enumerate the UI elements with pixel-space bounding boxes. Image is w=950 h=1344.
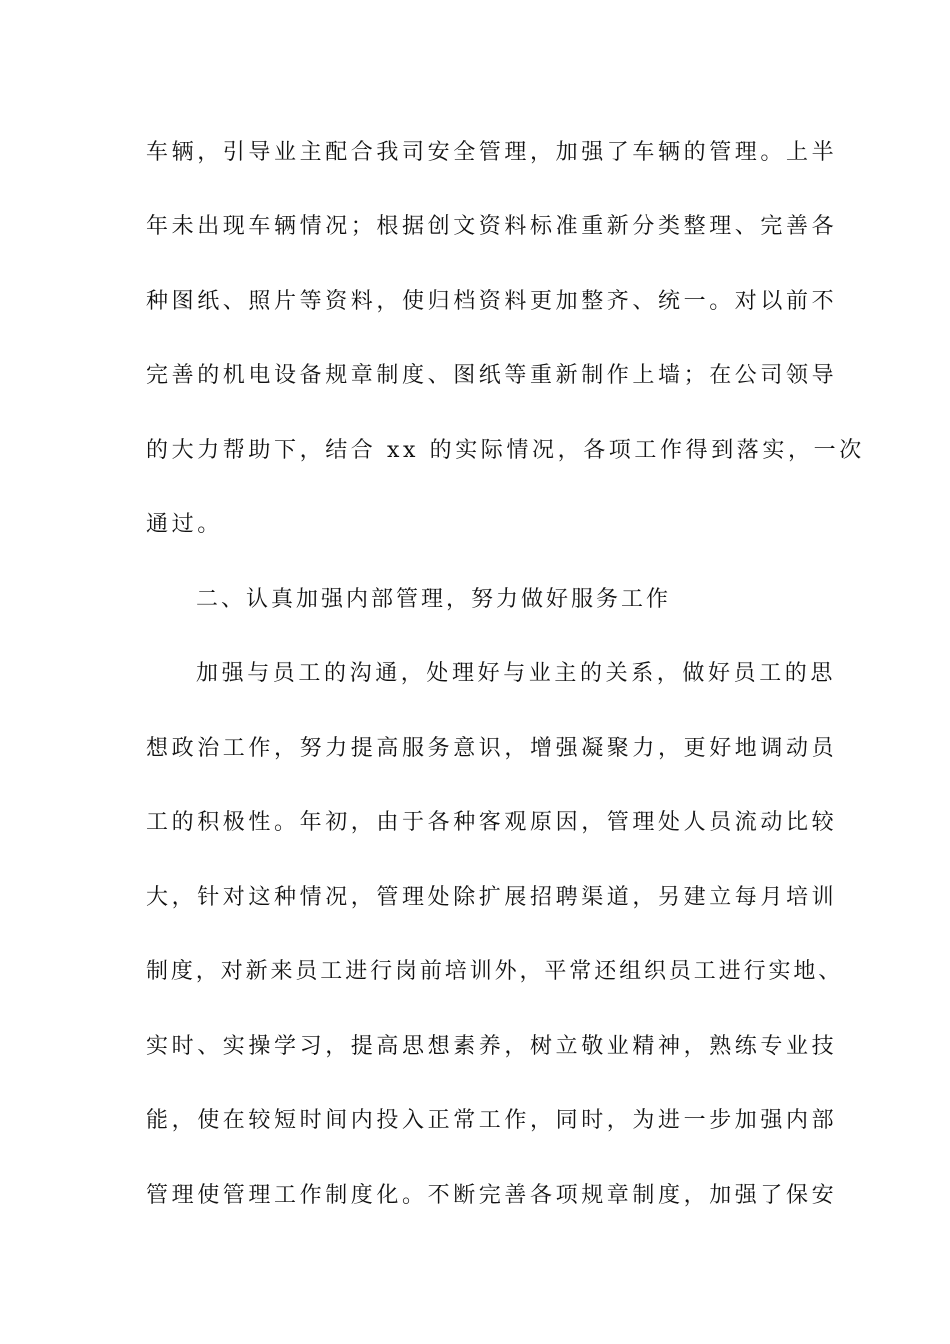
paragraph-line-12: 制度，对新来员工进行岗前培训外，平常还组织员工进行实地、 — [146, 959, 844, 984]
paragraph-line-8: 加强与员工的沟通，处理好与业主的关系，做好员工的思 — [196, 661, 837, 686]
section-heading: 二、认真加强内部管理，努力做好服务工作 — [196, 587, 672, 612]
paragraph-line-9: 想政治工作，努力提高服务意识，增强凝聚力，更好地调动员 — [146, 736, 838, 761]
paragraph-line-3: 种图纸、照片等资料，使归档资料更加整齐、统一。对以前不 — [146, 289, 838, 314]
paragraph-line-5: 的大力帮助下，结合 xx 的实际情况，各项工作得到落实，一次 — [146, 438, 865, 463]
paragraph-line-1: 车辆，引导业主配合我司安全管理，加强了车辆的管理。上半 — [146, 140, 838, 165]
paragraph-line-11: 大，针对这种情况，管理处除扩展招聘渠道，另建立每月培训 — [146, 885, 838, 910]
paragraph-line-13: 实时、实操学习，提高思想素养，树立敬业精神，熟练专业技 — [146, 1034, 838, 1059]
paragraph-line-4: 完善的机电设备规章制度、图纸等重新制作上墙；在公司领导 — [146, 363, 838, 388]
paragraph-line-10: 工的积极性。年初，由于各种客观原因，管理处人员流动比较 — [146, 810, 838, 835]
paragraph-line-14: 能，使在较短时间内投入正常工作，同时，为进一步加强内部 — [146, 1108, 838, 1133]
paragraph-line-6: 通过。 — [146, 512, 223, 537]
paragraph-line-15: 管理使管理工作制度化。不断完善各项规章制度，加强了保安 — [146, 1183, 838, 1208]
paragraph-line-2: 年未出现车辆情况；根据创文资料标准重新分类整理、完善各 — [146, 214, 838, 239]
